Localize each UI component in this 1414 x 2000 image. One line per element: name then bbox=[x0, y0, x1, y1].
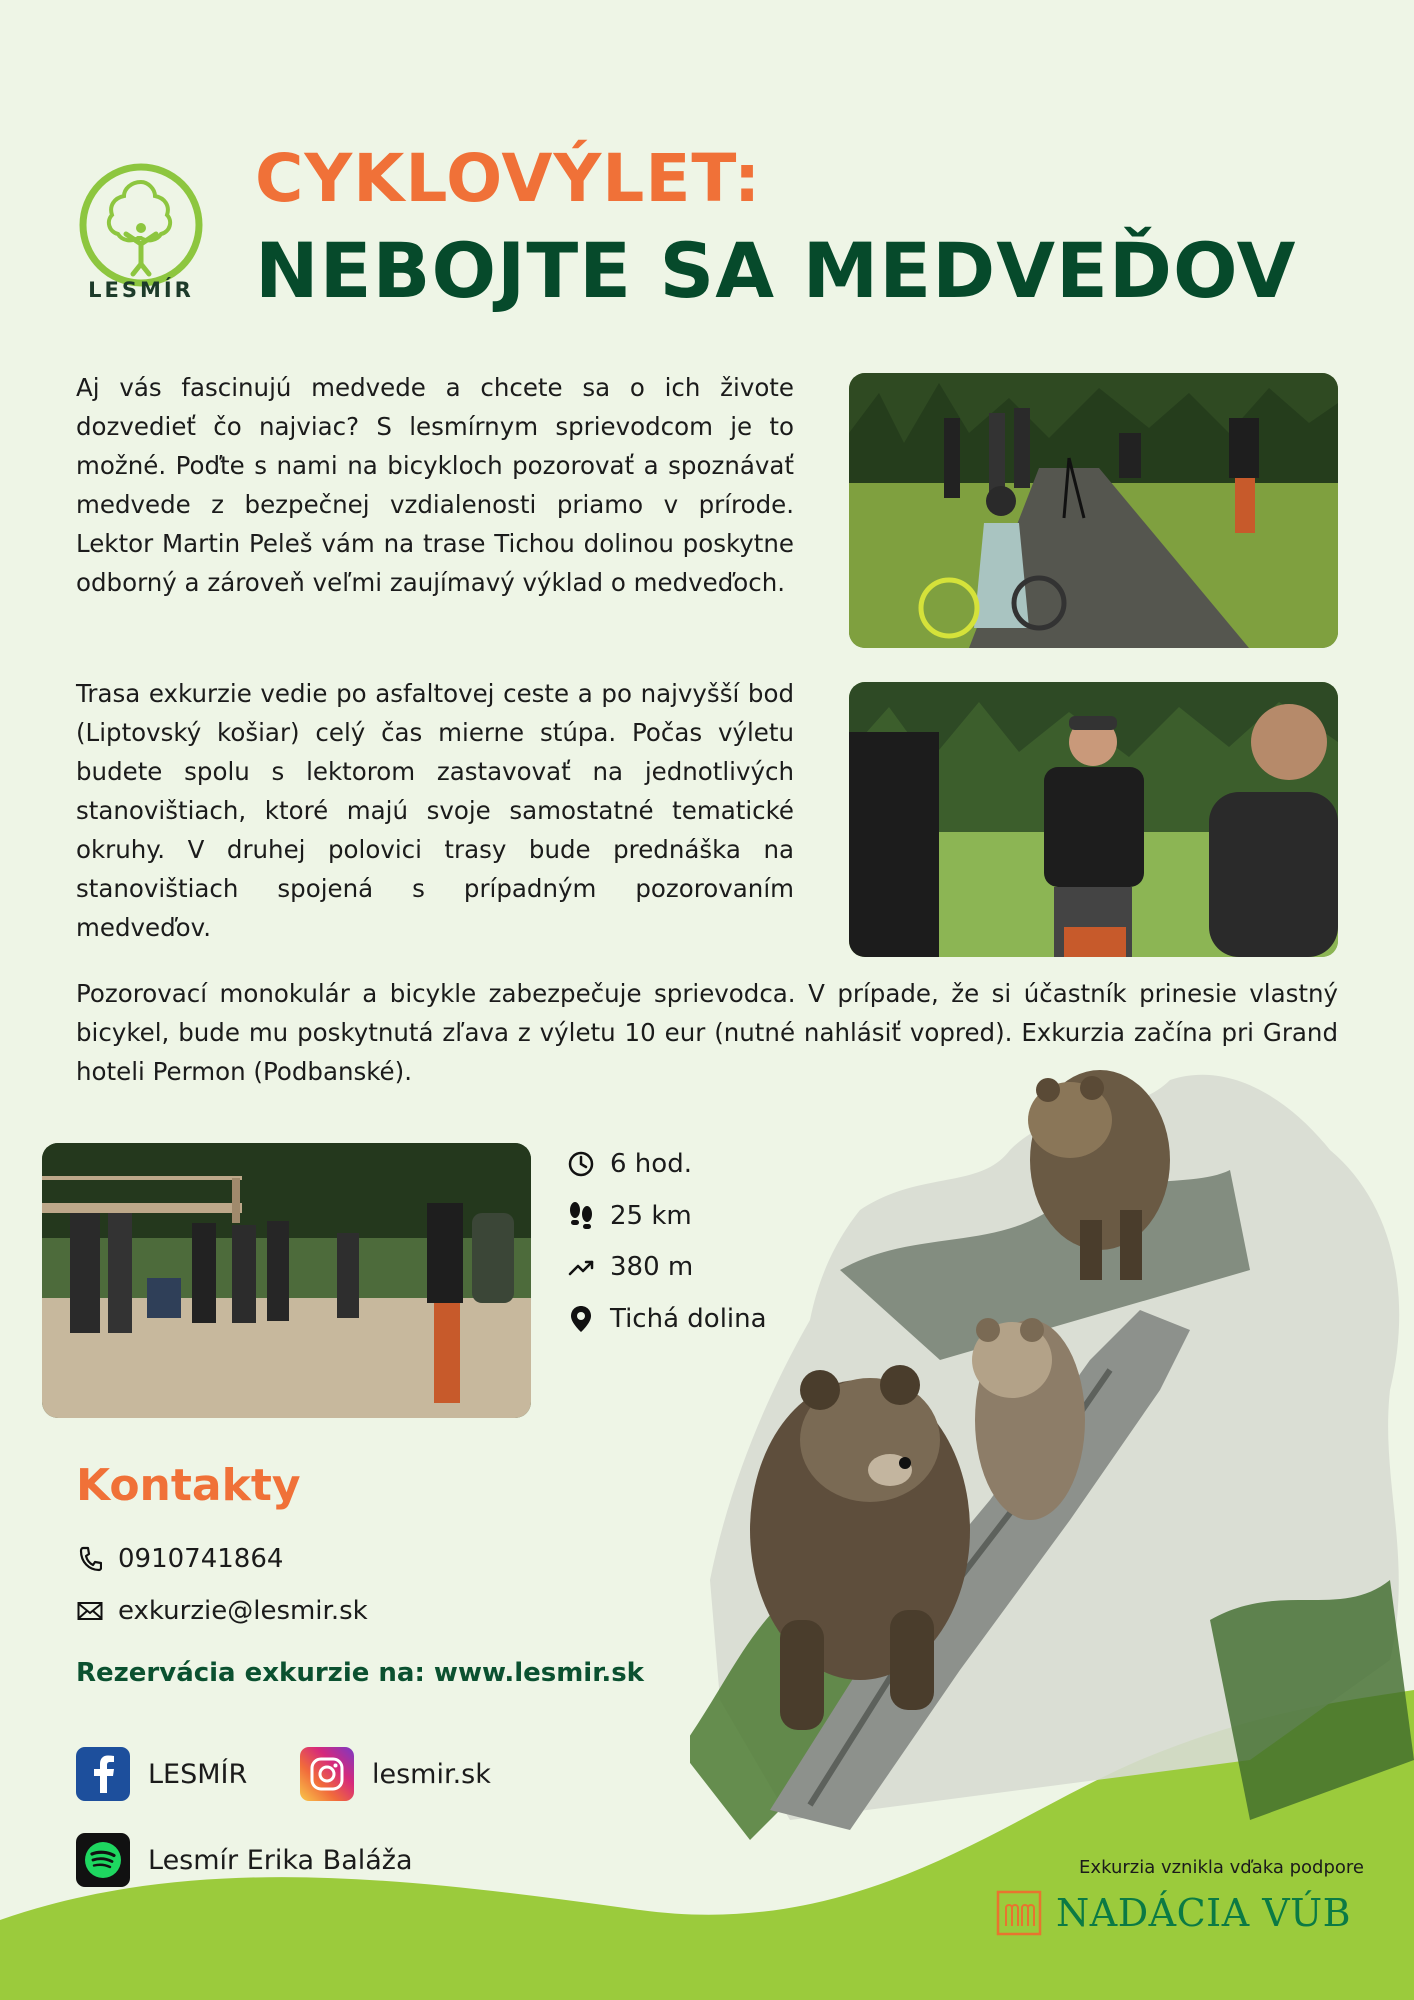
sponsor-logo bbox=[996, 1890, 1351, 1936]
title-line-1: CYKLOVÝLET: bbox=[255, 140, 762, 217]
instagram-label[interactable]: lesmir.sk bbox=[372, 1758, 491, 1790]
photo-group-at-bridge bbox=[42, 1143, 531, 1418]
bears-illustration bbox=[690, 1060, 1414, 1860]
footprints-icon bbox=[566, 1201, 596, 1231]
logo-wordmark: LESMÍR bbox=[88, 278, 194, 302]
fact-elevation bbox=[566, 1247, 693, 1287]
clock-icon bbox=[566, 1149, 596, 1179]
trend-up-icon bbox=[566, 1252, 596, 1282]
reservation-link[interactable]: Rezervácia exkurzie na: www.lesmir.sk bbox=[76, 1658, 644, 1688]
fact-duration-value: 6 hod. bbox=[610, 1149, 692, 1179]
sponsor-name: NADÁCIA VÚB bbox=[1056, 1891, 1352, 1935]
contacts-heading: Kontakty bbox=[76, 1460, 301, 1511]
phone-icon bbox=[76, 1545, 104, 1573]
intro-paragraph: Aj vás fascinujú medvede a chcete sa o ich živote dozvedieť čo najviac? S lesmírnym sprievodcom je to možné. Poďte s nami na bicykloch pozorovať a spoznávať medvede z bezpečnej vzdialenosti priamo v prírode. Lektor Martin Peleš vám na trase Tichou dolinou poskytne odborný a zároveň veľmi zaujímavý výklad o medveďoch. bbox=[76, 373, 794, 597]
spotify-label[interactable]: Lesmír Erika Baláža bbox=[148, 1844, 413, 1876]
social-spotify[interactable] bbox=[76, 1832, 413, 1888]
fact-location-value: Tichá dolina bbox=[610, 1304, 767, 1334]
envelope-icon bbox=[76, 1597, 104, 1625]
contact-phone[interactable] bbox=[76, 1539, 283, 1579]
fact-distance bbox=[566, 1196, 692, 1236]
fact-elevation-value: 380 m bbox=[610, 1252, 694, 1282]
fact-duration bbox=[566, 1144, 692, 1184]
equipment-paragraph: Pozorovací monokulár a bicykle zabezpečuje sprievodca. V prípade, že si účastník prinesie vlastný bicykel, bude mu poskytnutá zľava z výletu 10 eur (nutné nahlásiť vopred). Exkurzia začína pri Grand hoteli Permon (Podbanské). bbox=[76, 979, 1338, 1086]
spotify-icon bbox=[76, 1833, 130, 1887]
contact-email[interactable] bbox=[76, 1591, 368, 1631]
phone-number[interactable]: 0910741864 bbox=[118, 1544, 284, 1574]
email-address[interactable]: exkurzie@lesmir.sk bbox=[118, 1596, 368, 1626]
vub-foundation-mark-icon bbox=[996, 1890, 1042, 1936]
social-facebook[interactable] bbox=[76, 1746, 247, 1802]
facebook-label[interactable]: LESMÍR bbox=[148, 1758, 248, 1790]
route-paragraph: Trasa exkurzie vedie po asfaltovej ceste a po najvyšší bod (Liptovský košiar) celý čas mierne stúpa. Počas výletu budete spolu s lektorom zastavovať na jednotlivých stanovištiach, ktoré majú svoje samostatné tematické okruhy. V druhej polovici trasy bude prednáška na stanovištiach spojená s prípadným pozorovaním medveďov. bbox=[76, 679, 794, 942]
instagram-icon bbox=[300, 1747, 354, 1801]
fact-distance-value: 25 km bbox=[610, 1201, 692, 1231]
photo-group-on-path bbox=[849, 373, 1338, 648]
photo-lecturer bbox=[849, 682, 1338, 957]
sponsor-note: Exkurzia vznikla vďaka podpore bbox=[1079, 1857, 1364, 1878]
title-line-2: NEBOJTE SA MEDVEĎOV bbox=[255, 226, 1297, 315]
social-instagram[interactable] bbox=[300, 1746, 491, 1802]
facebook-icon bbox=[76, 1747, 130, 1801]
map-pin-icon bbox=[566, 1304, 596, 1334]
